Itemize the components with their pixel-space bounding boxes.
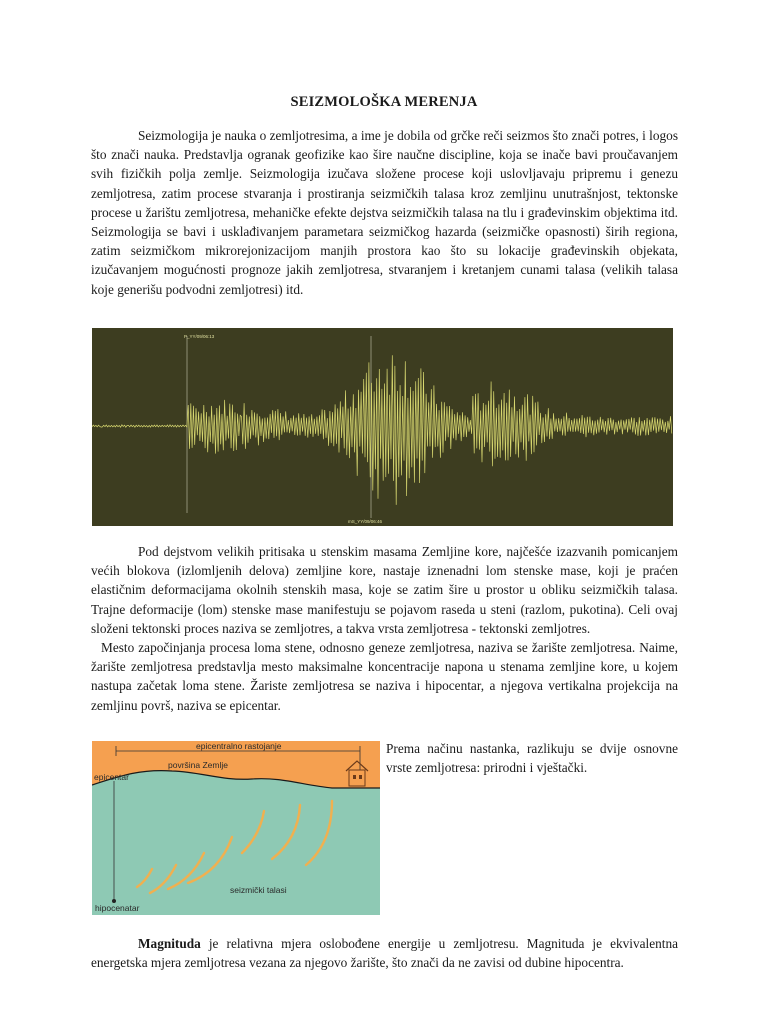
paragraph-earthquake-types: Prema načinu nastanka, razlikuju se dvije osnovne vrste zemljotresa: prirodni i vještački. [386,741,678,776]
paragraph-text-b: Mesto započinjanja procesa loma stene, odnosno geneze zemljotresa, naziva se žarište zemljotresa. Naime, žarište zemljotresa predstavlja mesto maksimalne koncentracije napona u stenama zemljine kore, u kojem nastupa začetak loma stene. Žariste zemljotresa se naziva i hipocentar, a njegova vertikalna projekcija na zemljinu površ, naziva se epicentar. [91,640,678,713]
magnitude-definition: je relativna mjera oslobođene energije u zemljotresu. Magnituda je ekvivalentna energetska mjera zemljotresa vezana za njegovo žarište, što znači da ne zavisi od dubine hipocentra. [91,936,678,971]
paragraph-tectonic [91,542,678,715]
earthquake-diagram [92,741,380,915]
paragraph-magnitude [91,934,678,972]
term-magnitude: Magnituda [138,936,201,951]
paragraph-text: Seizmologija je nauka o zemljotresima, a ime je dobila od grčke reči seizmos što znači potres, i logos što znači nauka. Predstavlja ogranak geofizike kao šire naučne discipline, koja se inače bavi proučavanjem svih fizičkih polja zemlje. Seizmologija izučava složene procese koji uslovljavaju pripremu i genezu zemljotresa, zatim procese stvaranja i prostiranja seizmičkih talasa kroz zemljinu unutrašnjost, tektonske procese u žarištu zemljotresa, mehaničke efekte dejstva seizmičkih talasa na tlu i građevinskim objektima itd. Seizmologija se bavi i usklađivanjem parametara seizmičkog hazarda (seizmičke opasnosti) širih regiona, zatim seizmičkom mikrorejonizacijom manjih prostora kao što su lokacije građevinskih objekata, izučavanjem mogućnosti prognoze jakih zemljotresa, stvaranjem i kretanjem cunami talasa (velikih talasa koje generišu podvodni zemljotresi) itd. [91,128,678,297]
paragraph-text-a: Pod dejstvom velikih pritisaka u stenskim masama Zemljine kore, najčešće izazvanih pomicanjem većih blokova (izlomljenih delova) zemljine kore, nastaje iznenadni lom stenske mase, koji je praćen elastičnim deformacijama okolnih stenskih masa, koje se zatim šire u prostor u obliku seizmičkih talasa. Trajne deformacije (lom) stenske mase manifestuju se pojavom raseda u steni (razlom, pukotina). Celi ovaj složeni tektonski proces naziva se zemljotres, a takva vrsta zemljotresa - tektonski zemljotres. [91,544,678,636]
seismogram-label-s: mS_YY/09/06:46 [348,519,383,524]
diagram-label-epicenter: epicentar [94,772,129,782]
diagram-label-surface: površina Zemlje [168,760,228,770]
paragraph-text [91,934,678,972]
seismogram-image [92,328,673,526]
diagram-label-hypocenter: hipocenatar [95,903,140,913]
diagram-label-distance: epicentralno rastojanje [196,741,282,751]
diagram-label-waves: seizmički talasi [230,885,287,895]
seismogram-label-p: P_YY/09/06:13 [184,334,215,339]
page-title: SEIZMOLOŠKA MERENJA [290,94,478,110]
paragraph-seismology [91,126,678,299]
